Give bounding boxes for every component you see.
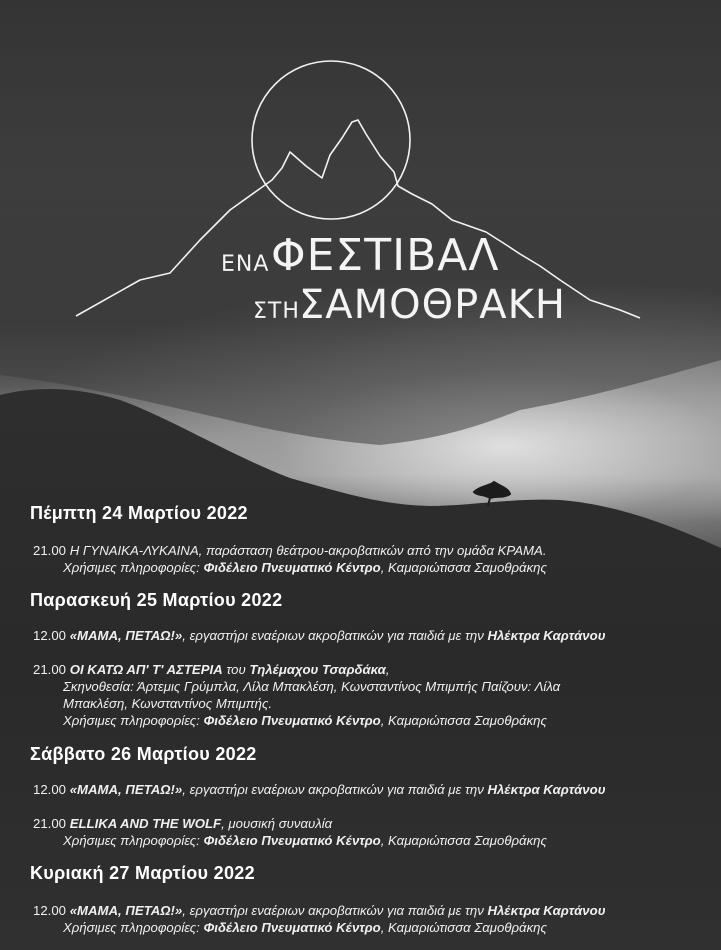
event-time: 21.00 [33,816,67,831]
event-time: 12.00 [33,628,67,643]
event-end: . [542,543,547,558]
event-time: 21.00 [33,662,67,677]
venue-location: , Καμαριώτισσα Σαμοθράκης [380,833,547,848]
logo-word-samothraki: ΣΑΜΟΘΡΑΚΗ [299,282,566,328]
event-entry [33,661,693,729]
event-description: , εργαστήρι εναέριων ακροβατικών για παιδιά με την [182,628,488,643]
logo-word-festival: ΦΕΣΤΙΒΑΛ [271,230,500,281]
event-title: «ΜΑΜΑ, ΠΕΤΑΩ!» [69,782,183,797]
day-heading: Παρασκευή 25 Μαρτίου 2022 [30,590,283,610]
event-description: , εργαστήρι εναέριων ακροβατικών για παιδιά με την [182,903,488,918]
event-title: ΟΙ ΚΑΤΩ ΑΠ' Τ' ΑΣΤΕΡΙΑ [69,662,223,677]
event-title: Η ΓΥΝΑΙΚΑ-ΛΥΚΑΙΝΑ [69,543,199,558]
info-label: Χρήσιμες πληροφορίες: [63,713,200,728]
info-label: Χρήσιμες πληροφορίες: [63,920,200,935]
event-description: του [222,662,250,677]
event-title: ELLIKA AND THE WOLF [69,816,222,831]
day-heading: Σάββατο 26 Μαρτίου 2022 [30,744,257,764]
event-entry [33,627,693,644]
logo-word-sti: ΣΤΗ [253,299,300,324]
venue-location: , Καμαριώτισσα Σαμοθράκης [380,560,547,575]
venue-name: Φιδέλειο Πνευματικό Κέντρο [203,560,381,575]
event-title: «ΜΑΜΑ, ΠΕΤΑΩ!» [69,628,183,643]
event-entry [33,542,693,576]
event-group: ΚΡΑΜΑ [497,543,543,558]
info-label: Χρήσιμες πληροφορίες: [63,833,200,848]
event-description: , μουσική συναυλία [221,816,333,831]
event-time: 21.00 [33,543,67,558]
day-heading: Κυριακή 27 Μαρτίου 2022 [30,863,255,883]
venue-location: , Καμαριώτισσα Σαμοθράκης [380,920,547,935]
venue-name: Φιδέλειο Πνευματικό Κέντρο [203,920,381,935]
event-entry [33,902,693,936]
event-entry [33,781,693,798]
info-label: Χρήσιμες πληροφορίες: [63,560,200,575]
event-credits: Μπακλέση, Κωνσταντίνος Μπιμπής. [63,696,273,711]
event-entry [33,815,693,849]
logo-word-ena: ΕΝΑ [221,252,270,277]
venue-location: , Καμαριώτισσα Σαμοθράκης [380,713,547,728]
day-heading: Πέμπτη 24 Μαρτίου 2022 [30,503,248,523]
event-host: Ηλέκτρα Καρτάνου [487,628,606,643]
event-host: Ηλέκτρα Καρτάνου [487,782,606,797]
venue-name: Φιδέλειο Πνευματικό Κέντρο [203,713,381,728]
event-time: 12.00 [33,782,67,797]
event-time: 12.00 [33,903,67,918]
event-end: , [385,662,390,677]
event-credits: Σκηνοθεσία: Άρτεμις Γρύμπλα, Λίλα Μπακλέση, Κωνσταντίνος Μπιμπής Παίζουν: Λίλα [63,679,561,694]
event-description: , εργαστήρι εναέριων ακροβατικών για παιδιά με την [182,782,488,797]
event-description: , παράσταση θεάτρου-ακροβατικών από την ομάδα [198,543,498,558]
event-host: Ηλέκτρα Καρτάνου [487,903,606,918]
event-title: «ΜΑΜΑ, ΠΕΤΑΩ!» [69,903,183,918]
event-author: Τηλέμαχου Τσαρδάκα [249,662,386,677]
venue-name: Φιδέλειο Πνευματικό Κέντρο [203,833,381,848]
